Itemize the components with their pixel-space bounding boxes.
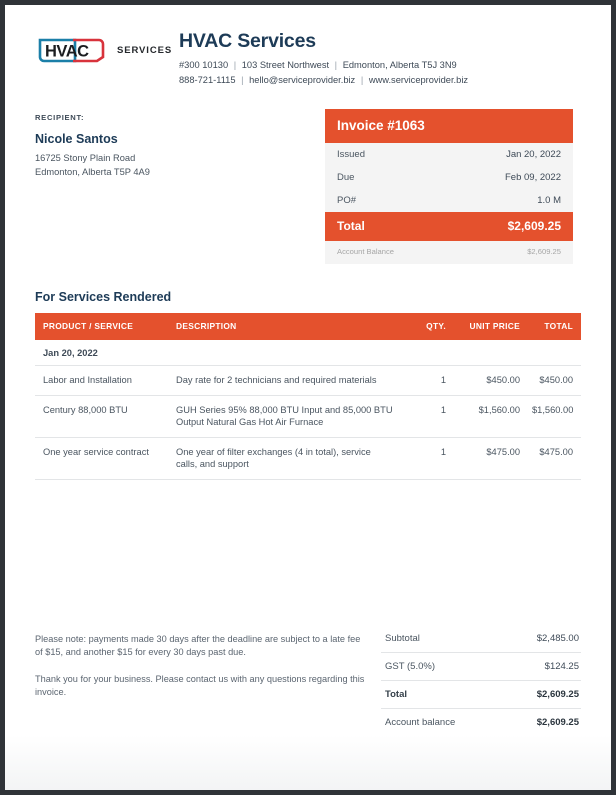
item-product: Labor and Installation <box>35 366 170 396</box>
line-items-body <box>35 340 581 479</box>
company-contact <box>179 58 581 87</box>
table-row <box>35 366 581 396</box>
summary-row-total <box>325 212 573 241</box>
item-product: Century 88,000 BTU <box>35 395 170 437</box>
note-thank-you: Thank you for your business. Please contact us with any questions regarding this invoice. <box>35 673 365 698</box>
invoice-content <box>5 5 611 480</box>
recipient-name: Nicole Santos <box>35 132 118 147</box>
column-header-description: DESCRIPTION <box>170 313 399 340</box>
totals-label-total: Total <box>385 689 407 700</box>
company-city: Edmonton, Alberta T5J 3N9 <box>342 60 457 71</box>
notes-block <box>35 625 365 699</box>
recipient-address-line-2: Edmonton, Alberta T5P 4A9 <box>35 166 150 177</box>
summary-value-due: Feb 09, 2022 <box>505 172 561 184</box>
item-unit-price: $450.00 <box>452 366 526 396</box>
note-late-fee: Please note: payments made 30 days after the deadline are subject to a late fee of $15, and another $15 for every 30 days past due. <box>35 634 361 658</box>
invoice-number-header: Invoice #1063 <box>325 109 573 143</box>
totals-label-account-balance: Account balance <box>385 717 456 728</box>
summary-value-total: $2,609.25 <box>507 219 561 234</box>
separator-icon: | <box>241 74 244 85</box>
masthead <box>35 5 581 87</box>
separator-icon: | <box>233 60 237 71</box>
recipient-label: RECIPIENT: <box>35 113 85 123</box>
summary-row-issued <box>325 143 573 166</box>
company-name: HVAC Services <box>179 30 316 52</box>
company-address-line <box>179 58 581 72</box>
summary-value-po: 1.0 M <box>537 195 561 207</box>
item-qty: 1 <box>399 437 452 479</box>
line-items-date-label: Jan 20, 2022 <box>35 340 581 366</box>
recipient-and-summary <box>35 109 581 264</box>
summary-row-po <box>325 189 573 212</box>
company-website[interactable]: www.serviceprovider.biz <box>368 74 469 85</box>
summary-value-account-balance: $2,609.25 <box>527 247 561 257</box>
item-description: GUH Series 95% 88,000 BTU Input and 85,000 BTU Output Natural Gas Hot Air Furnace <box>170 395 399 437</box>
column-header-qty: QTY. <box>399 313 452 340</box>
column-header-unit-price: UNIT PRICE <box>452 313 526 340</box>
summary-value-issued: Jan 20, 2022 <box>506 149 561 161</box>
item-product: One year service contract <box>35 437 170 479</box>
totals-value-account-balance: $2,609.25 <box>536 717 579 728</box>
column-header-total: TOTAL <box>526 313 581 340</box>
line-items-header <box>35 313 581 340</box>
services-section-title: For Services Rendered <box>35 290 172 305</box>
item-qty: 1 <box>399 366 452 396</box>
line-items-date-group <box>35 340 581 366</box>
summary-row-account-balance <box>325 241 573 264</box>
recipient-block <box>35 109 325 179</box>
totals-row-total <box>381 681 581 709</box>
hvac-logo-icon <box>35 37 109 64</box>
item-total: $1,560.00 <box>526 395 581 437</box>
item-total: $475.00 <box>526 437 581 479</box>
item-unit-price: $475.00 <box>452 437 526 479</box>
company-block <box>175 31 581 87</box>
totals-block <box>381 625 581 736</box>
item-description: Day rate for 2 technicians and required materials <box>170 366 399 396</box>
line-items-table <box>35 313 581 480</box>
summary-label-issued: Issued <box>337 149 365 161</box>
totals-row-gst <box>381 653 581 681</box>
logo-services-text: SERVICES <box>117 45 173 56</box>
separator-icon: | <box>334 60 338 71</box>
column-header-product: PRODUCT / SERVICE <box>35 313 170 340</box>
summary-row-due <box>325 166 573 189</box>
invoice-page <box>5 5 611 790</box>
invoice-summary-card <box>325 109 573 264</box>
totals-row-subtotal <box>381 625 581 653</box>
separator-icon: | <box>360 74 364 85</box>
item-unit-price: $1,560.00 <box>452 395 526 437</box>
summary-label-due: Due <box>337 172 355 184</box>
totals-label-subtotal: Subtotal <box>385 633 420 644</box>
company-street: 103 Street Northwest <box>241 60 330 71</box>
company-phone[interactable]: 888-721-1115 <box>179 74 236 85</box>
company-contact-line <box>179 73 581 87</box>
totals-row-account-balance <box>381 709 581 736</box>
svg-text:HVAC: HVAC <box>45 42 89 61</box>
item-total: $450.00 <box>526 366 581 396</box>
summary-label-account-balance: Account Balance <box>337 247 394 257</box>
company-suite: #300 10130 <box>179 60 229 71</box>
item-description: One year of filter exchanges (4 in total), service calls, and support <box>170 437 399 479</box>
totals-value-gst: $124.25 <box>544 661 579 672</box>
totals-value-subtotal: $2,485.00 <box>536 633 579 644</box>
summary-label-po: PO# <box>337 195 357 207</box>
summary-label-total: Total <box>337 219 365 234</box>
recipient-address-line-1: 16725 Stony Plain Road <box>35 153 136 164</box>
company-email[interactable]: hello@serviceprovider.biz <box>249 74 356 85</box>
invoice-footer <box>35 625 581 736</box>
table-row <box>35 437 581 479</box>
brand-logo <box>35 31 175 64</box>
item-qty: 1 <box>399 395 452 437</box>
totals-value-total: $2,609.25 <box>536 689 579 700</box>
table-row <box>35 395 581 437</box>
totals-label-gst: GST (5.0%) <box>385 661 435 672</box>
